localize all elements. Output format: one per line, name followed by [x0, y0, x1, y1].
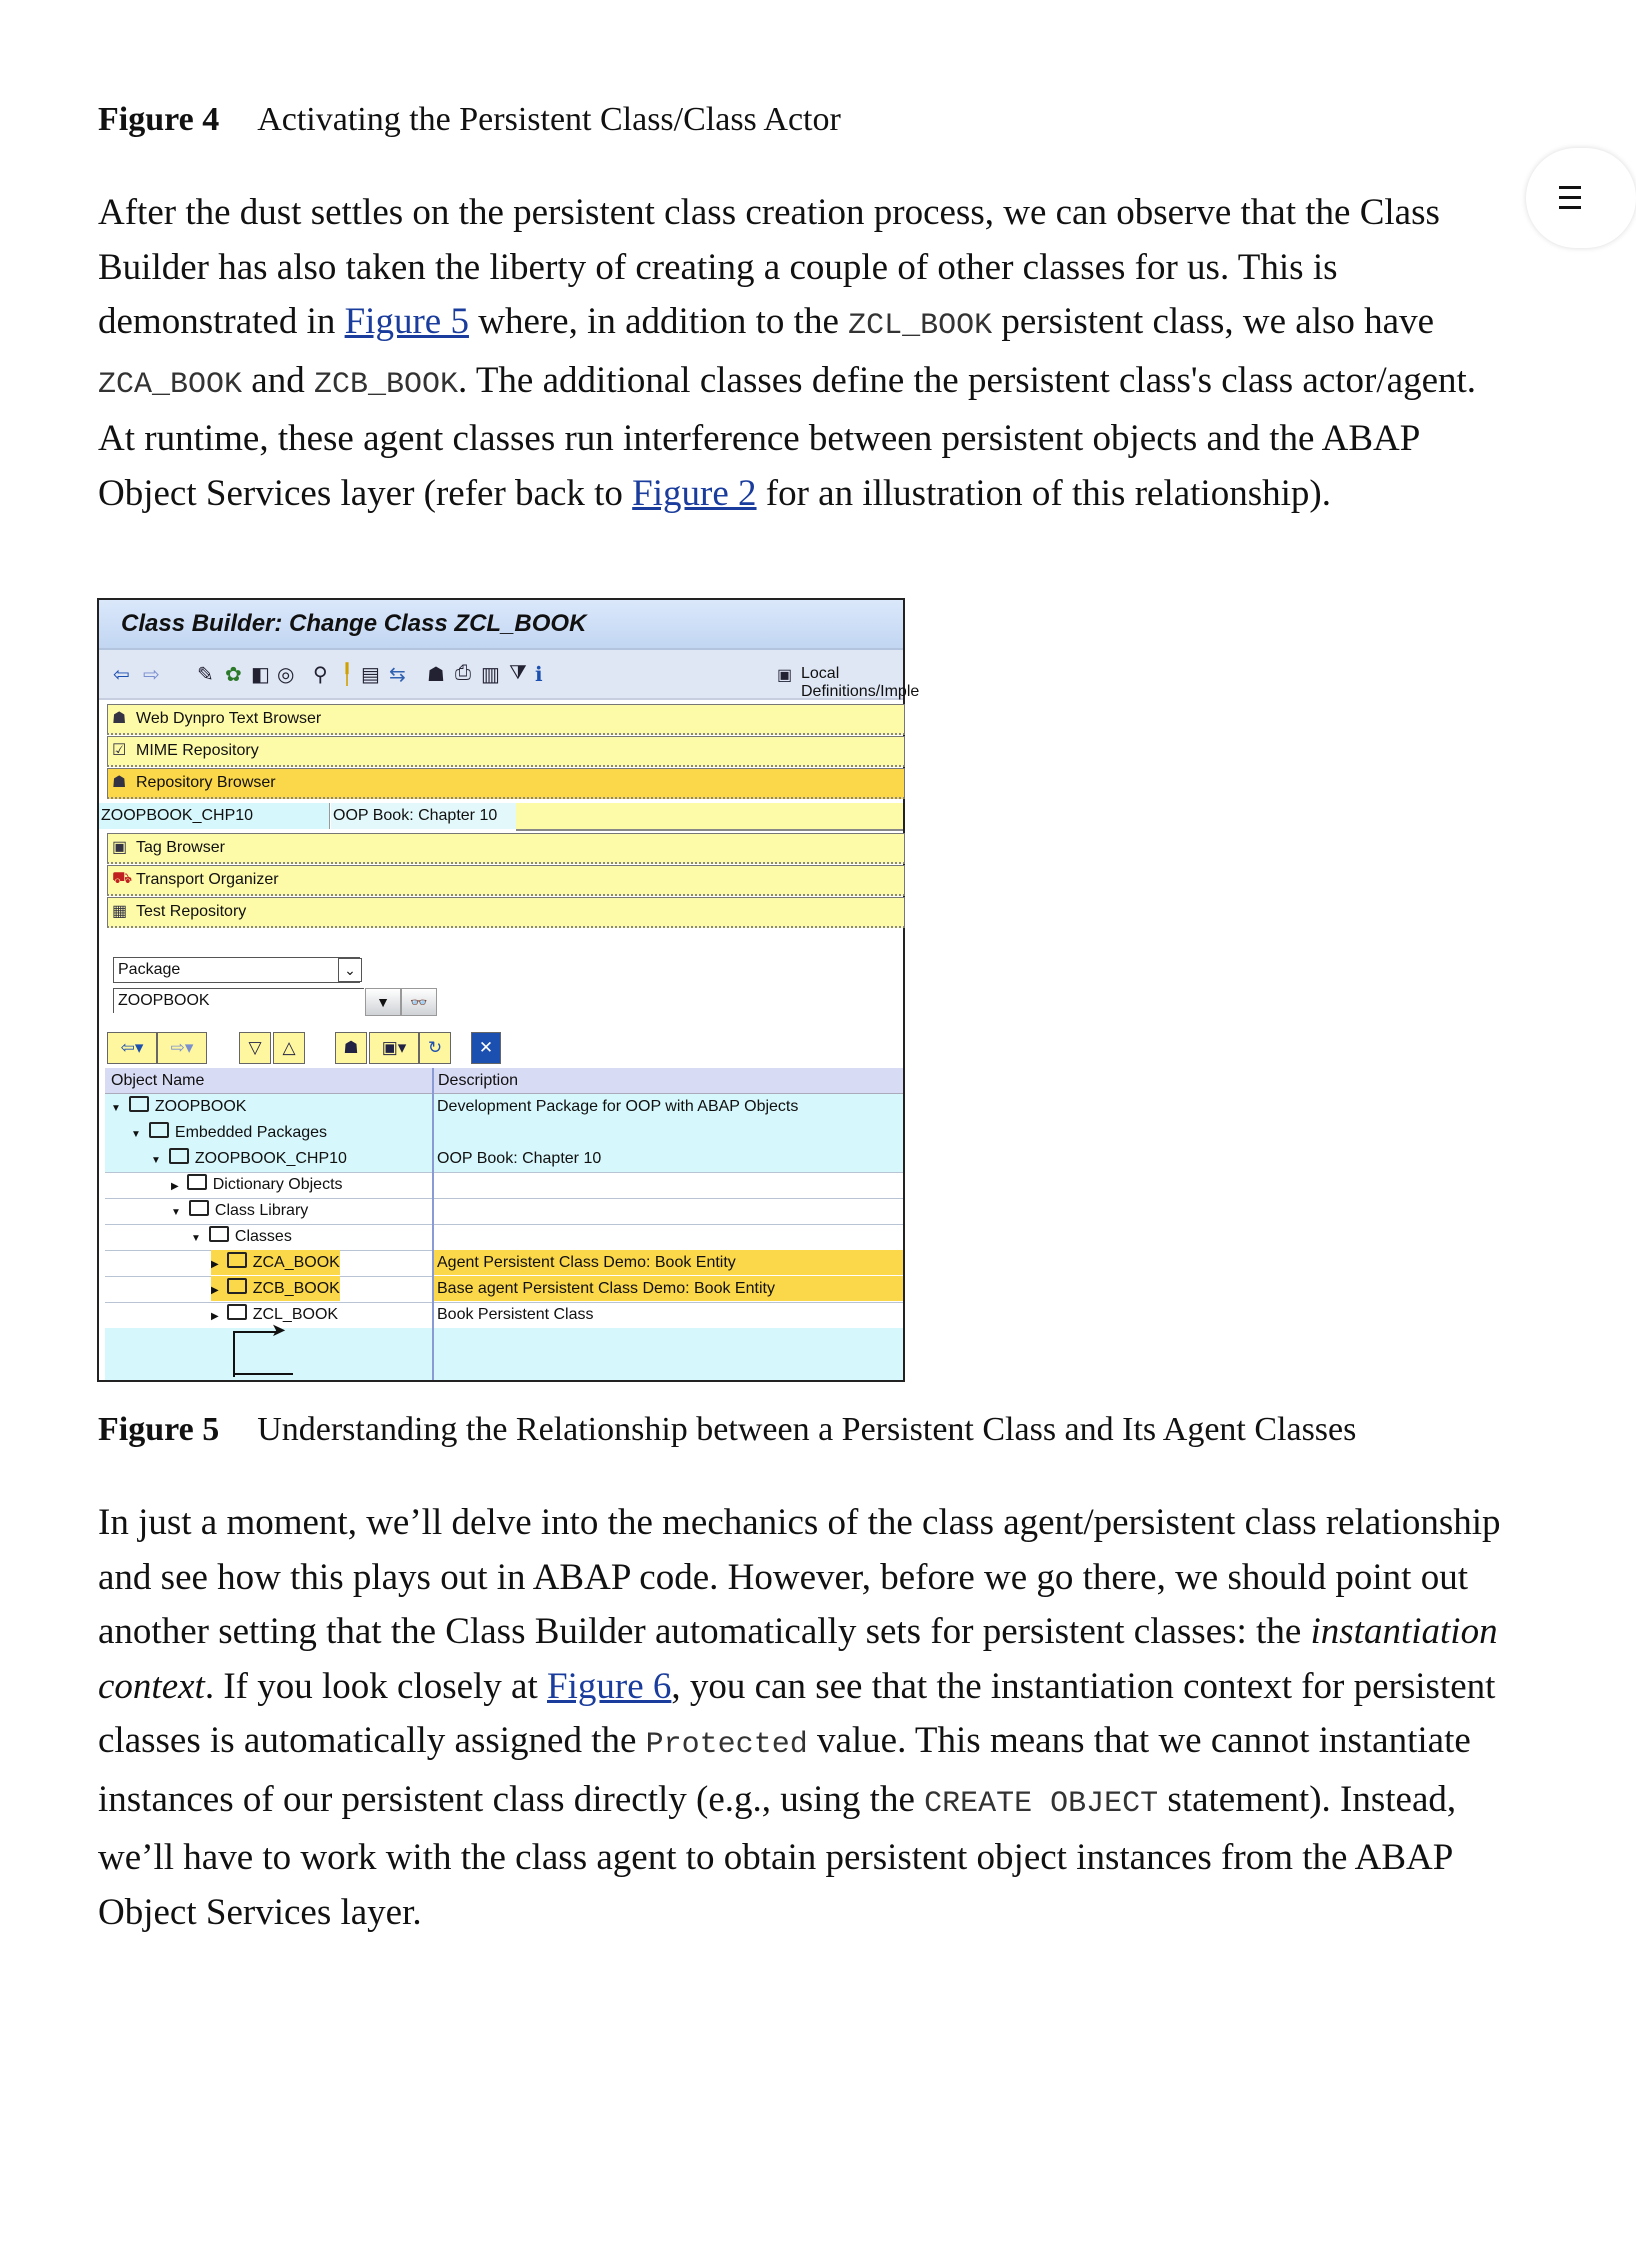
chevron-down-icon[interactable]: ⌄	[338, 958, 362, 982]
title-bar	[99, 600, 903, 650]
check-icon[interactable]: ✿	[225, 664, 242, 686]
package-name-cell	[99, 803, 330, 829]
menu-button[interactable]	[1526, 148, 1636, 248]
mime-icon: ☑	[112, 742, 127, 759]
refresh-button[interactable]: ↻	[419, 1032, 451, 1064]
node-desc	[434, 1224, 903, 1249]
local-definitions-button[interactable]: Local Definitions/Imple	[801, 665, 920, 700]
package-desc-cell	[331, 803, 516, 829]
emphasis: instantiation context	[98, 1611, 1498, 1707]
text: statement). Instead, we’ll have to work with the class agent to obtain persistent object instances from the ABAP Object Services layer.	[98, 1778, 1457, 1933]
package-row-fill	[516, 803, 903, 831]
navigate-icon[interactable]: ⇆	[389, 664, 406, 686]
node-name: Dictionary Objects	[212, 1176, 343, 1193]
figure-6-link[interactable]: Figure 6	[547, 1665, 672, 1707]
code-protected: Protected	[645, 1728, 808, 1762]
window-title: Class Builder: Change Class ZCL_BOOK	[121, 610, 587, 637]
row-label: Tag Browser	[136, 839, 225, 856]
display-button[interactable]: 👓	[401, 988, 437, 1016]
object-name-value: ZOOPBOOK	[118, 992, 210, 1009]
row-label: Transport Organizer	[136, 871, 279, 888]
text: and	[242, 359, 314, 401]
tree-row[interactable]: ▼ Classes	[105, 1224, 903, 1251]
back-icon[interactable]: ⇦	[113, 664, 130, 686]
mime-repository-row[interactable]	[107, 736, 905, 767]
hamburger-icon-bar	[1559, 206, 1581, 209]
folder-icon	[149, 1122, 169, 1138]
figure-5-link[interactable]: Figure 5	[344, 301, 469, 342]
text: After the dust settles on the persistent class creation process, we can observe that the Class Builder has also taken the liberty of creating a couple of other classes for us. This is demonstrated in	[98, 192, 1440, 342]
close-icon[interactable]: ✕	[471, 1032, 501, 1064]
column-object-name: Object Name	[111, 1072, 205, 1089]
object-type-select[interactable]	[113, 957, 360, 983]
text: for an illustration of this relationship).	[756, 472, 1331, 514]
tree-row-selected[interactable]: ▶ ZCA_BOOK Agent Persistent Class Demo: Book Entity	[105, 1250, 903, 1277]
node-desc: Book Persistent Class	[437, 1306, 594, 1323]
package-name: ZOOPBOOK_CHP10	[101, 807, 254, 824]
local-definitions-icon[interactable]: ▣	[777, 667, 793, 684]
node-name: ZCL_BOOK	[252, 1306, 339, 1323]
text: . If you look closely at	[204, 1665, 548, 1707]
hierarchy-icon[interactable]: ⚲	[313, 664, 328, 686]
tree-row[interactable]: ▼ Embedded Packages	[105, 1120, 903, 1147]
folder-icon	[227, 1278, 247, 1294]
row-label: MIME Repository	[136, 742, 259, 759]
folder-icon	[187, 1174, 207, 1190]
code-zcl-book: ZCL_BOOK	[848, 309, 993, 343]
forward-icon[interactable]: ⇨	[143, 664, 160, 686]
figure-4-caption	[98, 100, 841, 140]
layout-icon[interactable]: ▥	[481, 664, 500, 686]
arrowhead-icon: ➤	[271, 1320, 287, 1340]
test-icon: ▦	[112, 903, 128, 920]
pin-icon[interactable]: ╿	[341, 664, 354, 686]
class-builder-screenshot	[97, 598, 920, 1382]
folder-icon	[169, 1148, 189, 1164]
package-row[interactable]	[99, 803, 903, 829]
node-desc	[434, 1120, 903, 1145]
text: . The additional classes define the persistent class's class actor/agent. At runtime, these agent classes run interference between persistent objects and the ABAP Object Services layer (refer back to	[98, 359, 1477, 514]
figure-caption-text: Understanding the Relationship between a Persistent Class and Its Agent Classes	[257, 1411, 1357, 1448]
paragraph-1	[98, 186, 1510, 521]
relationship-arrow-base	[233, 1373, 293, 1375]
printer-icon[interactable]: ⎙	[455, 662, 471, 684]
text: where, in addition to the	[468, 301, 849, 342]
expand-button[interactable]: ▽	[239, 1032, 271, 1064]
hierarchy-button[interactable]: ☗	[335, 1032, 367, 1064]
filter-icon[interactable]: ⧩	[509, 662, 527, 684]
code-create-object: CREATE OBJECT	[924, 1786, 1159, 1821]
tree-icon: ☗	[112, 710, 127, 727]
tree-row-selected[interactable]: ▶ ZCB_BOOK Base agent Persistent Class Demo: Book Entity	[105, 1276, 903, 1303]
folder-icon	[227, 1304, 247, 1320]
node-name: ZOOPBOOK	[154, 1098, 247, 1115]
tree-row[interactable]: ▼ Class Library	[105, 1198, 903, 1225]
display-options-button[interactable]: ▣▾	[369, 1032, 419, 1064]
text: In just a moment, we’ll delve into the mechanics of the class agent/persistent class relationship and see how this plays out in ABAP code. However, before we go there, we should point out another setting that the Class Builder automatically sets for persistent classes: the	[98, 1502, 1501, 1652]
figure-label: Figure 5	[98, 1411, 220, 1448]
figure-5-caption	[98, 1410, 1356, 1450]
hamburger-icon-bar	[1559, 196, 1581, 199]
node-name: Classes	[234, 1228, 292, 1245]
package-desc: OOP Book: Chapter 10	[333, 807, 498, 824]
display-object-list-icon[interactable]: ▤	[361, 664, 380, 686]
row-label: Repository Browser	[136, 774, 276, 791]
figure-label: Figure 4	[98, 101, 220, 138]
code-zcb-book: ZCB_BOOK	[313, 367, 458, 402]
node-desc: Development Package for OOP with ABAP Objects	[437, 1098, 799, 1115]
repository-browser-row[interactable]	[107, 768, 905, 799]
tree-icon: ☗	[112, 774, 127, 791]
dropdown-button[interactable]: ▼	[365, 988, 401, 1016]
code-zca-book: ZCA_BOOK	[98, 367, 243, 402]
activate-icon[interactable]: ◧	[251, 664, 270, 686]
back-nav-button[interactable]: ⇦▾	[107, 1032, 157, 1064]
text: persistent class, we also have	[992, 301, 1434, 342]
text: , you can see that the instantiation context for persistent classes is automatically assigned the	[98, 1665, 1496, 1761]
column-divider[interactable]	[432, 1068, 434, 1380]
info-icon[interactable]: ℹ	[535, 664, 543, 686]
folder-icon	[189, 1200, 209, 1216]
test-repository-row[interactable]	[107, 897, 905, 928]
node-desc	[434, 1172, 903, 1197]
toolbar	[99, 650, 920, 700]
folder-icon	[227, 1252, 247, 1268]
row-label: Test Repository	[136, 903, 247, 920]
tree-empty-area	[105, 1328, 903, 1380]
row-label: Web Dynpro Text Browser	[136, 710, 322, 727]
tag-icon: ▣	[112, 839, 128, 856]
object-type-value: Package	[118, 961, 181, 978]
tag-browser-row[interactable]	[107, 833, 905, 864]
where-used-icon[interactable]: ◎	[277, 664, 295, 686]
tree-row[interactable]: ▶ ZCL_BOOK Book Persistent Class	[105, 1302, 903, 1329]
column-description: Description	[438, 1072, 519, 1089]
tree-row[interactable]: ▼ ZOOPBOOK_CHP10 OOP Book: Chapter 10	[105, 1146, 903, 1173]
tree-header	[105, 1068, 903, 1094]
edit-icon[interactable]: ✎	[197, 664, 214, 686]
object-tree	[105, 1068, 903, 1380]
node-desc	[434, 1198, 903, 1223]
figure-caption-text: Activating the Persistent Class/Class Actor	[257, 101, 841, 138]
web-dynpro-text-browser-row[interactable]	[107, 704, 905, 735]
tree-icon[interactable]: ☗	[427, 664, 445, 686]
folder-icon	[129, 1096, 149, 1112]
text: value. This means that we cannot instantiate instances of our persistent class directly (e.g., using the	[98, 1720, 1471, 1820]
open-folder-icon	[209, 1226, 229, 1242]
transport-organizer-row[interactable]	[107, 865, 905, 896]
collapse-button[interactable]: △	[273, 1032, 305, 1064]
figure-2-link[interactable]: Figure 2	[632, 472, 757, 514]
node-name: Embedded Packages	[174, 1124, 328, 1141]
forward-nav-button[interactable]: ⇨▾	[157, 1032, 207, 1064]
node-name: ZCB_BOOK	[252, 1280, 340, 1297]
paragraph-2	[98, 1496, 1510, 1940]
hamburger-icon	[1559, 186, 1581, 189]
node-desc: OOP Book: Chapter 10	[437, 1150, 602, 1167]
node-desc: Base agent Persistent Class Demo: Book Entity	[434, 1276, 903, 1301]
tree-row[interactable]: ▶ Dictionary Objects	[105, 1172, 903, 1199]
truck-icon: ⛟	[112, 870, 133, 887]
node-desc: Agent Persistent Class Demo: Book Entity	[434, 1250, 903, 1275]
node-name: Class Library	[214, 1202, 309, 1219]
node-name: ZOOPBOOK_CHP10	[194, 1150, 347, 1167]
object-name-input[interactable]	[113, 988, 364, 1013]
tree-row[interactable]: ▼ ZOOPBOOK Development Package for OOP with ABAP Objects	[105, 1094, 903, 1121]
node-name: ZCA_BOOK	[252, 1254, 340, 1271]
